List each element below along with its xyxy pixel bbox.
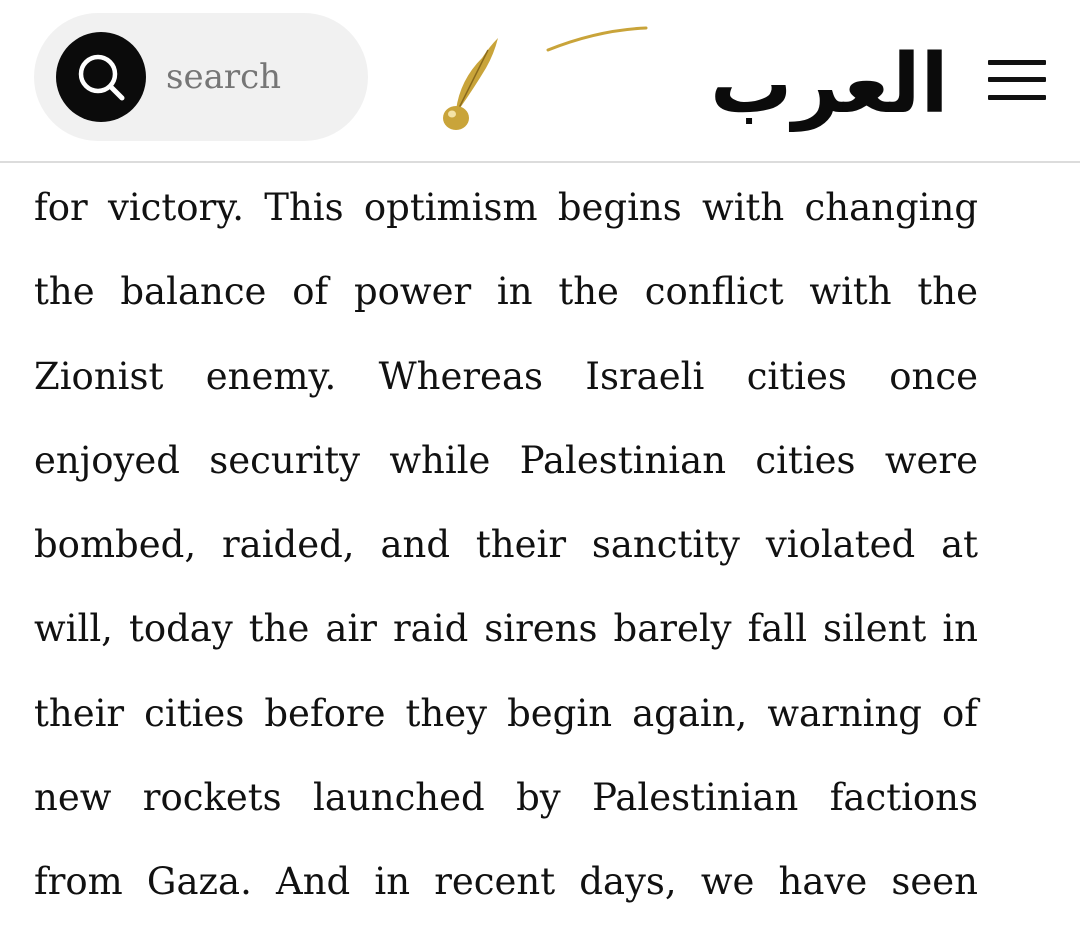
quill-icon <box>456 38 498 110</box>
article-line: will, today the air raid sirens barely fall silent in <box>34 607 978 651</box>
article-line: for victory. This optimism begins with changing <box>34 186 978 229</box>
site-logo[interactable] <box>398 24 949 134</box>
search-icon <box>56 32 146 122</box>
hamburger-line <box>988 95 1046 100</box>
logo-graphic <box>398 24 949 134</box>
site-header <box>0 0 1080 163</box>
article-line: Zionist enemy. Whereas Israeli cities once <box>34 354 978 398</box>
hamburger-menu-icon <box>988 60 1046 65</box>
article-body <box>34 166 978 925</box>
article-line: new rockets launched by Palestinian factions <box>34 776 978 820</box>
menu-button[interactable] <box>988 57 1048 103</box>
article-line: their cities before they begin again, warning of <box>34 691 978 735</box>
article-line: bombed, raided, and their sanctity violated at <box>34 523 978 567</box>
search-input[interactable] <box>166 47 352 107</box>
search-bar[interactable] <box>34 13 368 141</box>
logo-text: العرب <box>710 37 949 132</box>
article-line: enjoyed security while Palestinian cities were <box>34 438 978 482</box>
article-line: from Gaza. And in recent days, we have seen <box>34 860 978 904</box>
search-button[interactable] <box>56 32 146 122</box>
article-line: the balance of power in the conflict with the <box>34 270 978 314</box>
hamburger-line <box>988 77 1046 82</box>
